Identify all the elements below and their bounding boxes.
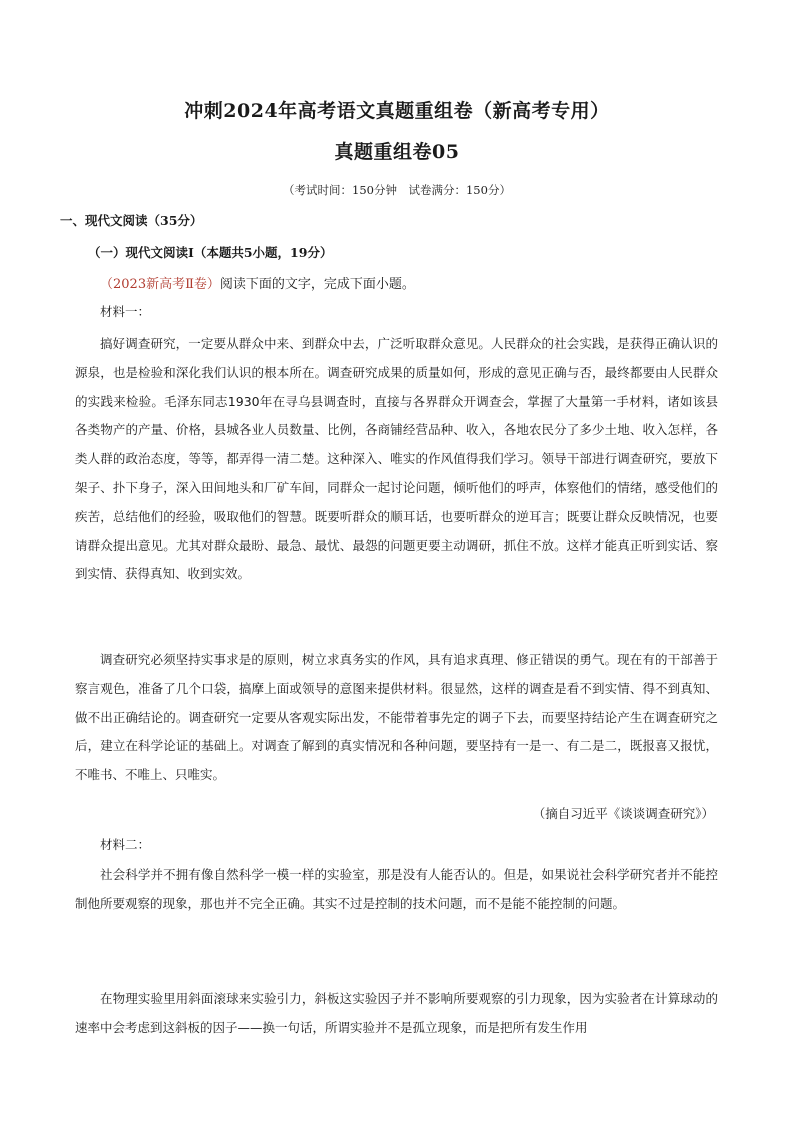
source-tag: （2023新高考Ⅱ卷）	[100, 277, 220, 292]
material-1-paragraph-2: 调查研究必须坚持实事求是的原则，树立求真务实的作风，具有追求真理、修正错误的勇气。现在有的干部善于察言观色，准备了几个口袋，搞摩上面或领导的意图来提供材料。很显然，这样的调查是看不到实情、得不到真知、做不出正确结论的。调查研究一定要从客观实际出发，不能带着事先定的调子下去，而要坚持结论产生在调查研究之后，建立在科学论证的基础上。对调查了解到的真实情况和各种问题，要坚持有一是一、有二是二，既报喜又报忧，不唯书、不唯上、只唯实。	[75, 652, 718, 783]
source-line	[100, 273, 415, 292]
document-title: 冲刺2024年高考语文真题重组卷（新高考专用）	[184, 100, 610, 122]
material-1-label: 材料一：	[100, 304, 151, 319]
subsection-heading: （一）现代文阅读Ⅰ（本题共5小题，19分）	[88, 245, 333, 260]
section-heading: 一、现代文阅读（35分）	[60, 213, 203, 228]
material-2-paragraph-2: 在物理实验里用斜面滚球来实验引力，斜板这实验因子并不影响所要观察的引力现象，因为实验者在计算球动的速率中会考虑到这斜板的因子——换一句话，所谓实验并不是孤立现象，而是把所有发生作用	[75, 991, 718, 1035]
document-subtitle: 真题重组卷05	[334, 141, 460, 163]
material-1-citation: （摘自习近平《谈谈调查研究》）	[532, 806, 714, 821]
material-1-paragraph-1: 搞好调查研究，一定要从群众中来、到群众中去，广泛听取群众意见。人民群众的社会实践，是获得正确认识的源泉，也是检验和深化我们认识的根本所在。调查研究成果的质量如何，形成的意见正确与否，最终都要由人民群众的实践来检验。毛泽东同志1930年在寻乌县调查时，直接与各界群众开调查会，掌握了大量第一手材料，诸如该县各类物产的产量、价格，县城各业人员数量、比例，各商铺经营品种、收入，各地农民分了多少土地、收入怎样，各类人群的政治态度，等等，都弄得一清二楚。这种深入、唯实的作风值得我们学习。领导干部进行调查研究，要放下架子、扑下身子，深入田间地头和厂矿车间，同群众一起讨论问题，倾听他们的呼声，体察他们的情绪，感受他们的疾苦，总结他们的经验，吸取他们的智慧。既要听群众的顺耳话，也要听群众的逆耳言；既要让群众反映情况，也要请群众提出意见。尤其对群众最盼、最急、最忧、最怨的问题更要主动调研，抓住不放。这样才能真正听到实话、察到实情、获得真知、收到实效。	[75, 336, 718, 582]
exam-info: （考试时间：150分钟 试卷满分：150分）	[283, 183, 511, 197]
instruction-text: 阅读下面的文字，完成下面小题。	[219, 277, 415, 292]
material-2-paragraph-1: 社会科学并不拥有像自然科学一模一样的实验室，那是没有人能否认的。但是，如果说社会科学研究者并不能控制他所要观察的现象，那也并不完全正确。其实不过是控制的技术问题，而不是能不能控制的问题。	[75, 867, 718, 911]
material-2-label: 材料二：	[100, 837, 151, 852]
